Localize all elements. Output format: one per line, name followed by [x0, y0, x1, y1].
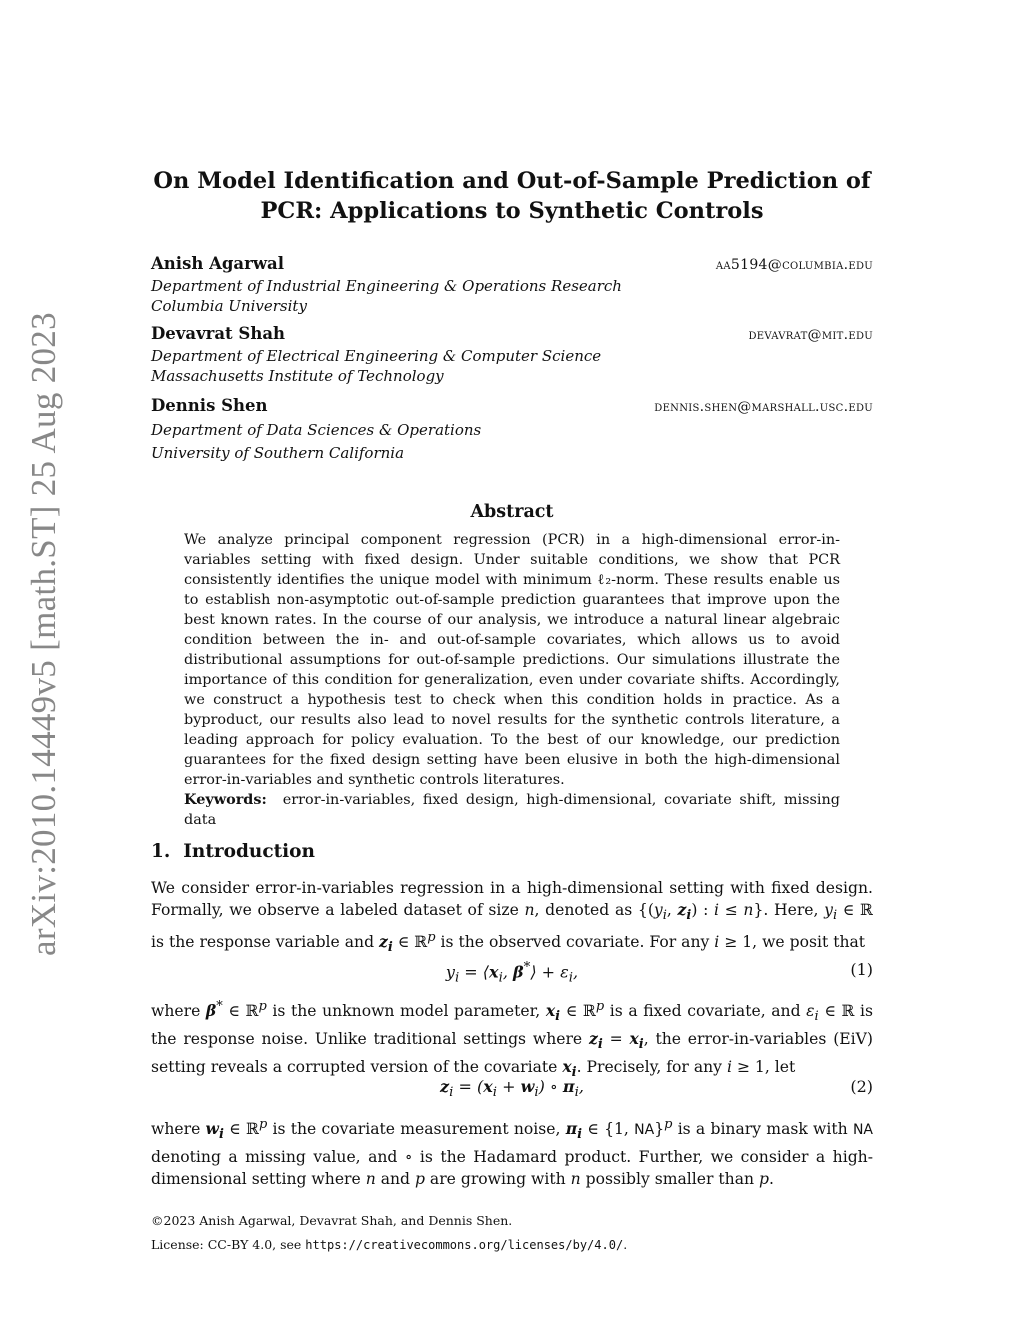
author-institution: Massachusetts Institute of Technology	[151, 367, 444, 385]
text-run: .	[769, 1170, 774, 1189]
author-email[interactable]: devavrat@mit.edu	[748, 327, 873, 343]
author-department: Department of Data Sciences & Operations	[151, 421, 482, 439]
section-number: 1.	[151, 841, 171, 862]
abstract-text: We analyze principal component regression (PCR) in a high-dimensional error-in-variables setting with fixed design. Under suitable conditions, we show that PCR consistently identifies the unique model with minimum ℓ₂-norm. These results enable us to establish non-asymptotic out-of-sample prediction guarantees that improve upon the best known rates. In the course of our analysis, we introduce a natural linear algebraic condition between the in- and out-of-sample covariates, which allows us to avoid distributional assumptions for out-of-sample predictions. Our simulations illustrate the importance of this condition for generalization, even under covariate shifts. Accordingly, we construct a hypothesis test to check when this condition holds in practice. As a byproduct, our results also lead to novel results for the synthetic controls literature, a leading approach for policy evaluation. To the best of our knowledge, our prediction guarantees for the fixed design setting have been elusive in both the high-dimensional error-in-variables and synthetic controls literatures.	[184, 532, 840, 788]
author-institution: Columbia University	[151, 297, 307, 315]
section-title: Introduction	[183, 841, 315, 862]
text-run: is the response variable and	[151, 933, 380, 952]
arxiv-sidebar-stamp: arXiv:2010.14449v5 [math.ST] 25 Aug 2023	[24, 312, 63, 956]
author-email[interactable]: aa5194@columbia.edu	[715, 257, 873, 273]
author-name: Dennis Shen	[151, 396, 268, 415]
text-run: are growing with	[424, 1170, 571, 1189]
author-department: Department of Industrial Engineering & Operations Research	[151, 277, 622, 295]
license-prefix: License: CC-BY 4.0, see	[151, 1237, 306, 1252]
equation-1-body: $y_i$ = $⟨x_i$, β*⟩ + $\varepsilon_i$,	[445, 960, 579, 986]
title-line-2: PCR: Applications to Synthetic Controls	[260, 198, 764, 224]
text-run: denoting a missing value, and ∘ is the Hadamard product. Further, we consider a high-dimensional setting where	[151, 1148, 873, 1189]
text-run: , we posit that	[752, 933, 866, 952]
equation-1	[151, 960, 873, 986]
equation-2	[151, 1077, 873, 1103]
section-heading-introduction	[151, 841, 315, 862]
paper-title	[150, 166, 874, 226]
text-run: is a fixed covariate, and	[604, 1002, 807, 1021]
intro-paragraph-3: where $w_i$ ∈ ℝ$^p$ is the covariate measurement noise, $\pi_i$ ∈ {1, NA}$^p$ is a binary mask with NA denoting a missing value, and ∘ is the Hadamard product. Further, we consider a high-dimensional setting where n and p are growing with n possibly smaller than p.	[151, 1117, 874, 1189]
text-run: where	[151, 1120, 206, 1139]
author-department: Department of Electrical Engineering & Computer Science	[151, 347, 602, 365]
keywords-label: Keywords:	[184, 791, 267, 808]
author-block-1	[151, 254, 873, 316]
text-run: is the response noise. Unlike traditional settings where	[151, 1002, 874, 1049]
abstract-heading: Abstract	[470, 502, 554, 522]
text-run: where	[151, 1002, 206, 1021]
equation-2-body: $z_i = (x_i + w_i)$ ∘ $\pi_i$,	[440, 1077, 584, 1101]
author-block-3	[151, 396, 873, 464]
license-note	[151, 1237, 627, 1252]
text-run: We consider error-in-variables regression in a high-dimensional setting with fixed design. Formally, we observe a labeled dataset of size	[151, 879, 873, 919]
equation-2-number: (2)	[850, 1077, 873, 1096]
copyright-note: ©2023 Anish Agarwal, Devavrat Shah, and Dennis Shen.	[151, 1213, 513, 1228]
license-suffix: .	[623, 1237, 628, 1252]
text-run: is a binary mask with	[672, 1120, 853, 1139]
text-run: possibly smaller than	[580, 1170, 760, 1189]
keywords-line	[184, 790, 840, 830]
title-line-1: On Model Identification and Out-of-Sample Prediction of	[153, 168, 871, 194]
equation-1-number: (1)	[850, 960, 873, 979]
text-run: , let	[764, 1058, 796, 1077]
author-name: Anish Agarwal	[151, 254, 284, 273]
author-institution: University of Southern California	[151, 444, 405, 462]
author-email[interactable]: dennis.shen@marshall.usc.edu	[654, 399, 873, 415]
text-run: is the covariate measurement noise,	[267, 1120, 566, 1139]
text-run: , the error-in-variables (EiV) setting reveals a corrupted version of the covariate	[151, 1030, 873, 1077]
text-run: . Precisely, for any	[576, 1058, 727, 1077]
text-run: is the observed covariate. For any	[435, 933, 715, 952]
intro-paragraph-2: where β* ∈ ℝ$^p$ is the unknown model parameter, $x_i$ ∈ ℝ$^p$ is a fixed covariate, and $\varepsilon_i$ ∈ ℝ is the response noise. Unlike traditional settings where $z_i = x_i$, the error-in-variables (EiV) setting reveals a corrupted version of the covariate $x_i$. Precisely, for any i ≥ 1, let	[151, 999, 874, 1081]
text-run: and	[375, 1170, 415, 1189]
text-run: , denoted as	[534, 901, 638, 919]
license-link[interactable]: https://creativecommons.org/licenses/by/4.0/	[305, 1238, 624, 1252]
text-run: . Here,	[763, 901, 825, 919]
text-run: is the unknown model parameter,	[266, 1002, 546, 1021]
keywords-text: error-in-variables, fixed design, high-dimensional, covariate shift, missing data	[184, 792, 840, 828]
abstract-body	[184, 530, 840, 830]
author-name: Devavrat Shah	[151, 324, 286, 343]
author-block-2	[151, 324, 873, 386]
intro-paragraph-1: We consider error-in-variables regression in a high-dimensional setting with fixed design. Formally, we observe a labeled dataset of size n, denoted as {($y_i$, $z_i$) : i ≤ n}. Here, $y_i$ ∈ ℝ is the response variable and $z_i$ ∈ ℝ$^p$ is the observed covariate. For any i ≥ 1, we posit that	[151, 879, 873, 956]
